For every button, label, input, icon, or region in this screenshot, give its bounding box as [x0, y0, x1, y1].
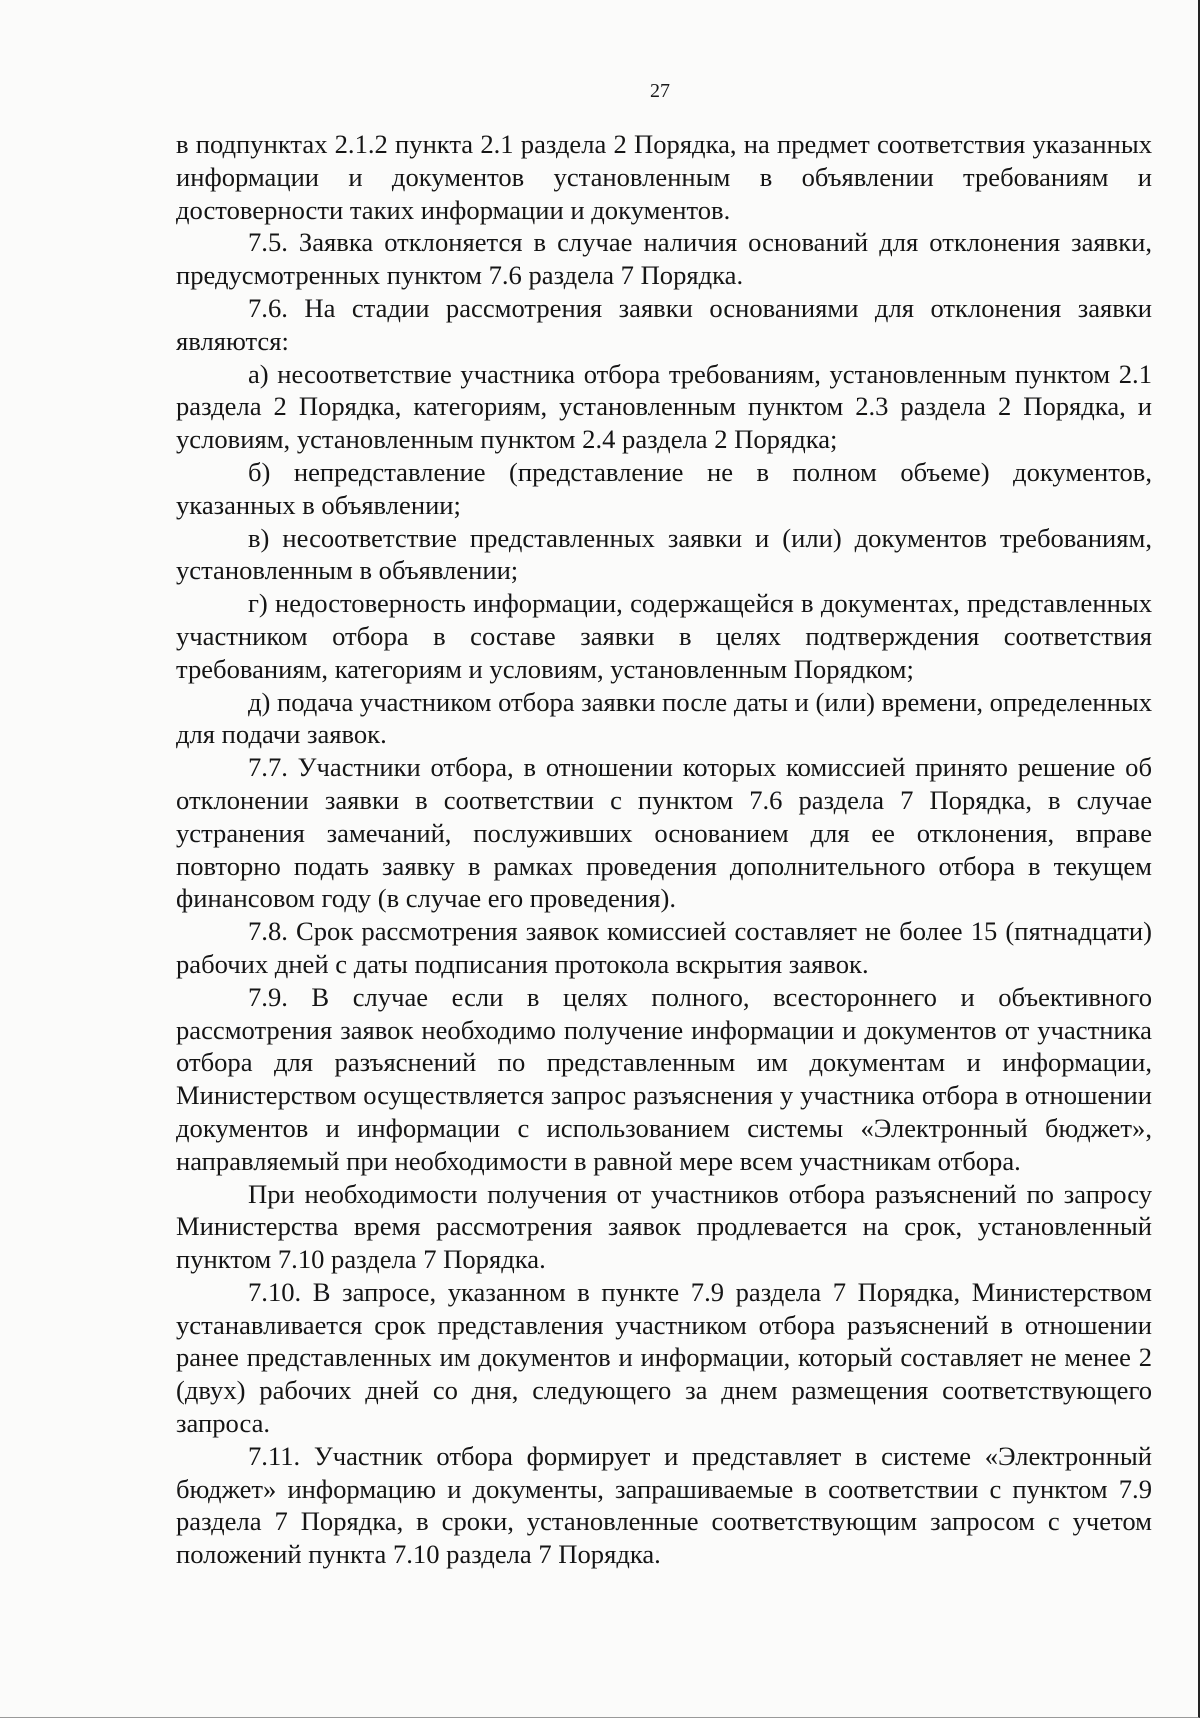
- document-body: [176, 128, 1152, 1571]
- list-item-g: г) недостоверность информации, содержащейся в документах, представленных участником отбора в составе заявки в целях подтверждения соответствия требованиям, категориям и условиям, установленным Порядком;: [176, 588, 1152, 684]
- paragraph-7-10: 7.10. В запросе, указанном в пункте 7.9 раздела 7 Порядка, Министерством устанавливается срок представления участником отбора разъяснений в отношении ранее представленных им документов и информации, который составляет не менее 2 (двух) рабочих дней со дня, следующего за днем размещения соответствующего запроса.: [176, 1276, 1152, 1439]
- list-item-d: д) подача участником отбора заявки после даты и (или) времени, определенных для подачи заявок.: [176, 686, 1152, 750]
- paragraph-7-9: 7.9. В случае если в целях полного, всестороннего и объективного рассмотрения заявок необходимо получение информации и документов от участника отбора для разъяснений по представленным им документам и информации, Министерством осуществляется запрос разъяснения у участника отбора в отношении документов и информации с использованием системы «Электронный бюджет», направляемый при необходимости в равной мере всем участникам отбора.: [176, 981, 1152, 1176]
- paragraph-continuation: в подпунктах 2.1.2 пункта 2.1 раздела 2 Порядка, на предмет соответствия указанных информации и документов установленным в объявлении требованиям и достоверности таких информации и документов.: [176, 129, 1152, 225]
- list-item-b: б) непредставление (представление не в полном объеме) документов, указанных в объявлении;: [176, 456, 1152, 520]
- list-item-a: а) несоответствие участника отбора требованиям, установленным пунктом 2.1 раздела 2 Порядка, категориям, установленным пунктом 2.3 раздела 2 Порядка, и условиям, установленным пунктом 2.4 раздела 2 Порядка;: [176, 358, 1152, 455]
- paragraph-7-5: 7.5. Заявка отклоняется в случае наличия оснований для отклонения заявки, предусмотренных пунктом 7.6 раздела 7 Порядка.: [176, 227, 1152, 291]
- paragraph-7-9-note: При необходимости получения от участников отбора разъяснений по запросу Министерства время рассмотрения заявок продлевается на срок, установленный пунктом 7.10 раздела 7 Порядка.: [176, 1178, 1152, 1275]
- paragraph-7-6: 7.6. На стадии рассмотрения заявки основаниями для отклонения заявки являются:: [176, 292, 1152, 356]
- list-item-v: в) несоответствие представленных заявки и (или) документов требованиям, установленным в объявлении;: [176, 522, 1152, 586]
- paragraph-7-11: 7.11. Участник отбора формирует и представляет в системе «Электронный бюджет» информацию и документы, запрашиваемые в соответствии с пунктом 7.9 раздела 7 Порядка, в сроки, установленные соответствующим запросом с учетом положений пункта 7.10 раздела 7 Порядка.: [176, 1440, 1152, 1570]
- paragraph-7-8: 7.8. Срок рассмотрения заявок комиссией составляет не более 15 (пятнадцати) рабочих дней с даты подписания протокола вскрытия заявок.: [176, 916, 1152, 979]
- paragraph-7-7: 7.7. Участники отбора, в отношении которых комиссией принято решение об отклонении заявки в соответствии с пунктом 7.6 раздела 7 Порядка, в случае устранения замечаний, послуживших основанием для ее отклонения, вправе повторно подать заявку в рамках проведения дополнительного отбора в текущем финансовом году (в случае его проведения).: [176, 752, 1152, 914]
- page-number: 27: [650, 80, 670, 102]
